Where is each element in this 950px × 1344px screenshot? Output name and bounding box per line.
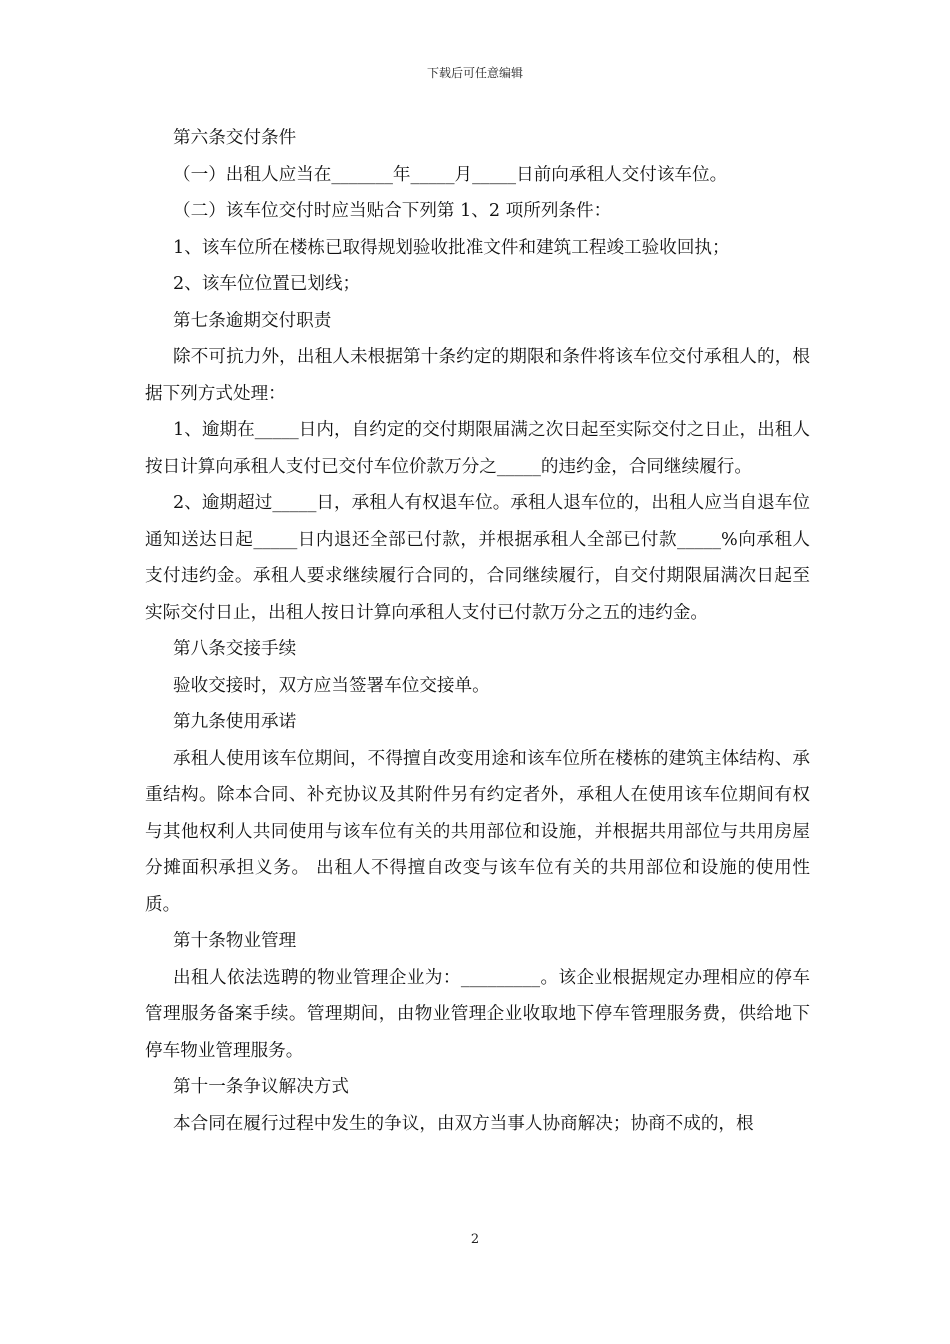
article-9-body: 承租人使用该车位期间，不得擅自改变用途和该车位所在楼栋的建筑主体结构、承重结构。除本合同、补充协议及其附件另有约定者外，承租人在使用该车位期间有权与其他权利人共同使用与该车位有关的共用部位和设施，并根据共用部位与共用房屋分摊面积承担义务。 出租人不得擅自改变与该车位有关的共用部位和设施的使用性质。: [145, 748, 810, 915]
document-body: [145, 120, 810, 1142]
article-6-item-1: 1、该车位所在楼栋已取得规划验收批准文件和建筑工程竣工验收回执；: [173, 237, 730, 258]
article-11-heading: 第十一条争议解决方式: [173, 1077, 349, 1097]
article-7-item-2: 2、逾期超过_____日，承租人有权退车位。承租人退车位的，出租人应当自退车位通知送达日起_____日内退还全部已付款，并根据承租人全部已付款_____%向承租人支付违约金。承租人要求继续履行合同的，合同继续履行，自交付期限届满次日起至实际交付日止，出租人按日计算向承租人支付已付款万分之五的违约金。: [145, 493, 810, 623]
article-7-item-1: 1、逾期在_____日内，自约定的交付期限届满之次日起至实际交付之日止，出租人按日计算向承租人支付已交付车位价款万分之_____的违约金，合同继续履行。: [145, 420, 810, 477]
article-6-clause-2: （二）该车位交付时应当贴合下列第 1、2 项所列条件：: [173, 201, 612, 221]
article-8-body: 验收交接时，双方应当签署车位交接单。: [173, 675, 490, 696]
article-10-heading: 第十条物业管理: [173, 931, 297, 951]
article-10-body: 出租人依法选聘的物业管理企业为：_________。该企业根据规定办理相应的停车管理服务备案手续。管理期间，由物业管理企业收取地下停车管理服务费，供给地下停车物业管理服务。: [145, 967, 810, 1061]
article-8-heading: 第八条交接手续: [173, 639, 297, 659]
article-7-heading: 第七条逾期交付职责: [173, 310, 332, 331]
article-6-heading: 第六条交付条件: [173, 128, 297, 148]
article-6-item-2: 2、该车位位置已划线；: [173, 274, 361, 294]
article-9-heading: 第九条使用承诺: [173, 712, 297, 732]
article-11-body: 本合同在履行过程中发生的争议，由双方当事人协商解决；协商不成的，根: [173, 1113, 754, 1134]
article-6-clause-1: （一）出租人应当在_______年_____月_____日前向承租人交付该车位。: [173, 164, 728, 185]
article-7-intro: 除不可抗力外，出租人未根据第十条约定的期限和条件将该车位交付承租人的，根据下列方式处理：: [145, 347, 810, 404]
page-header: 下载后可任意编辑: [426, 66, 523, 80]
page-number: 2: [470, 1232, 480, 1247]
